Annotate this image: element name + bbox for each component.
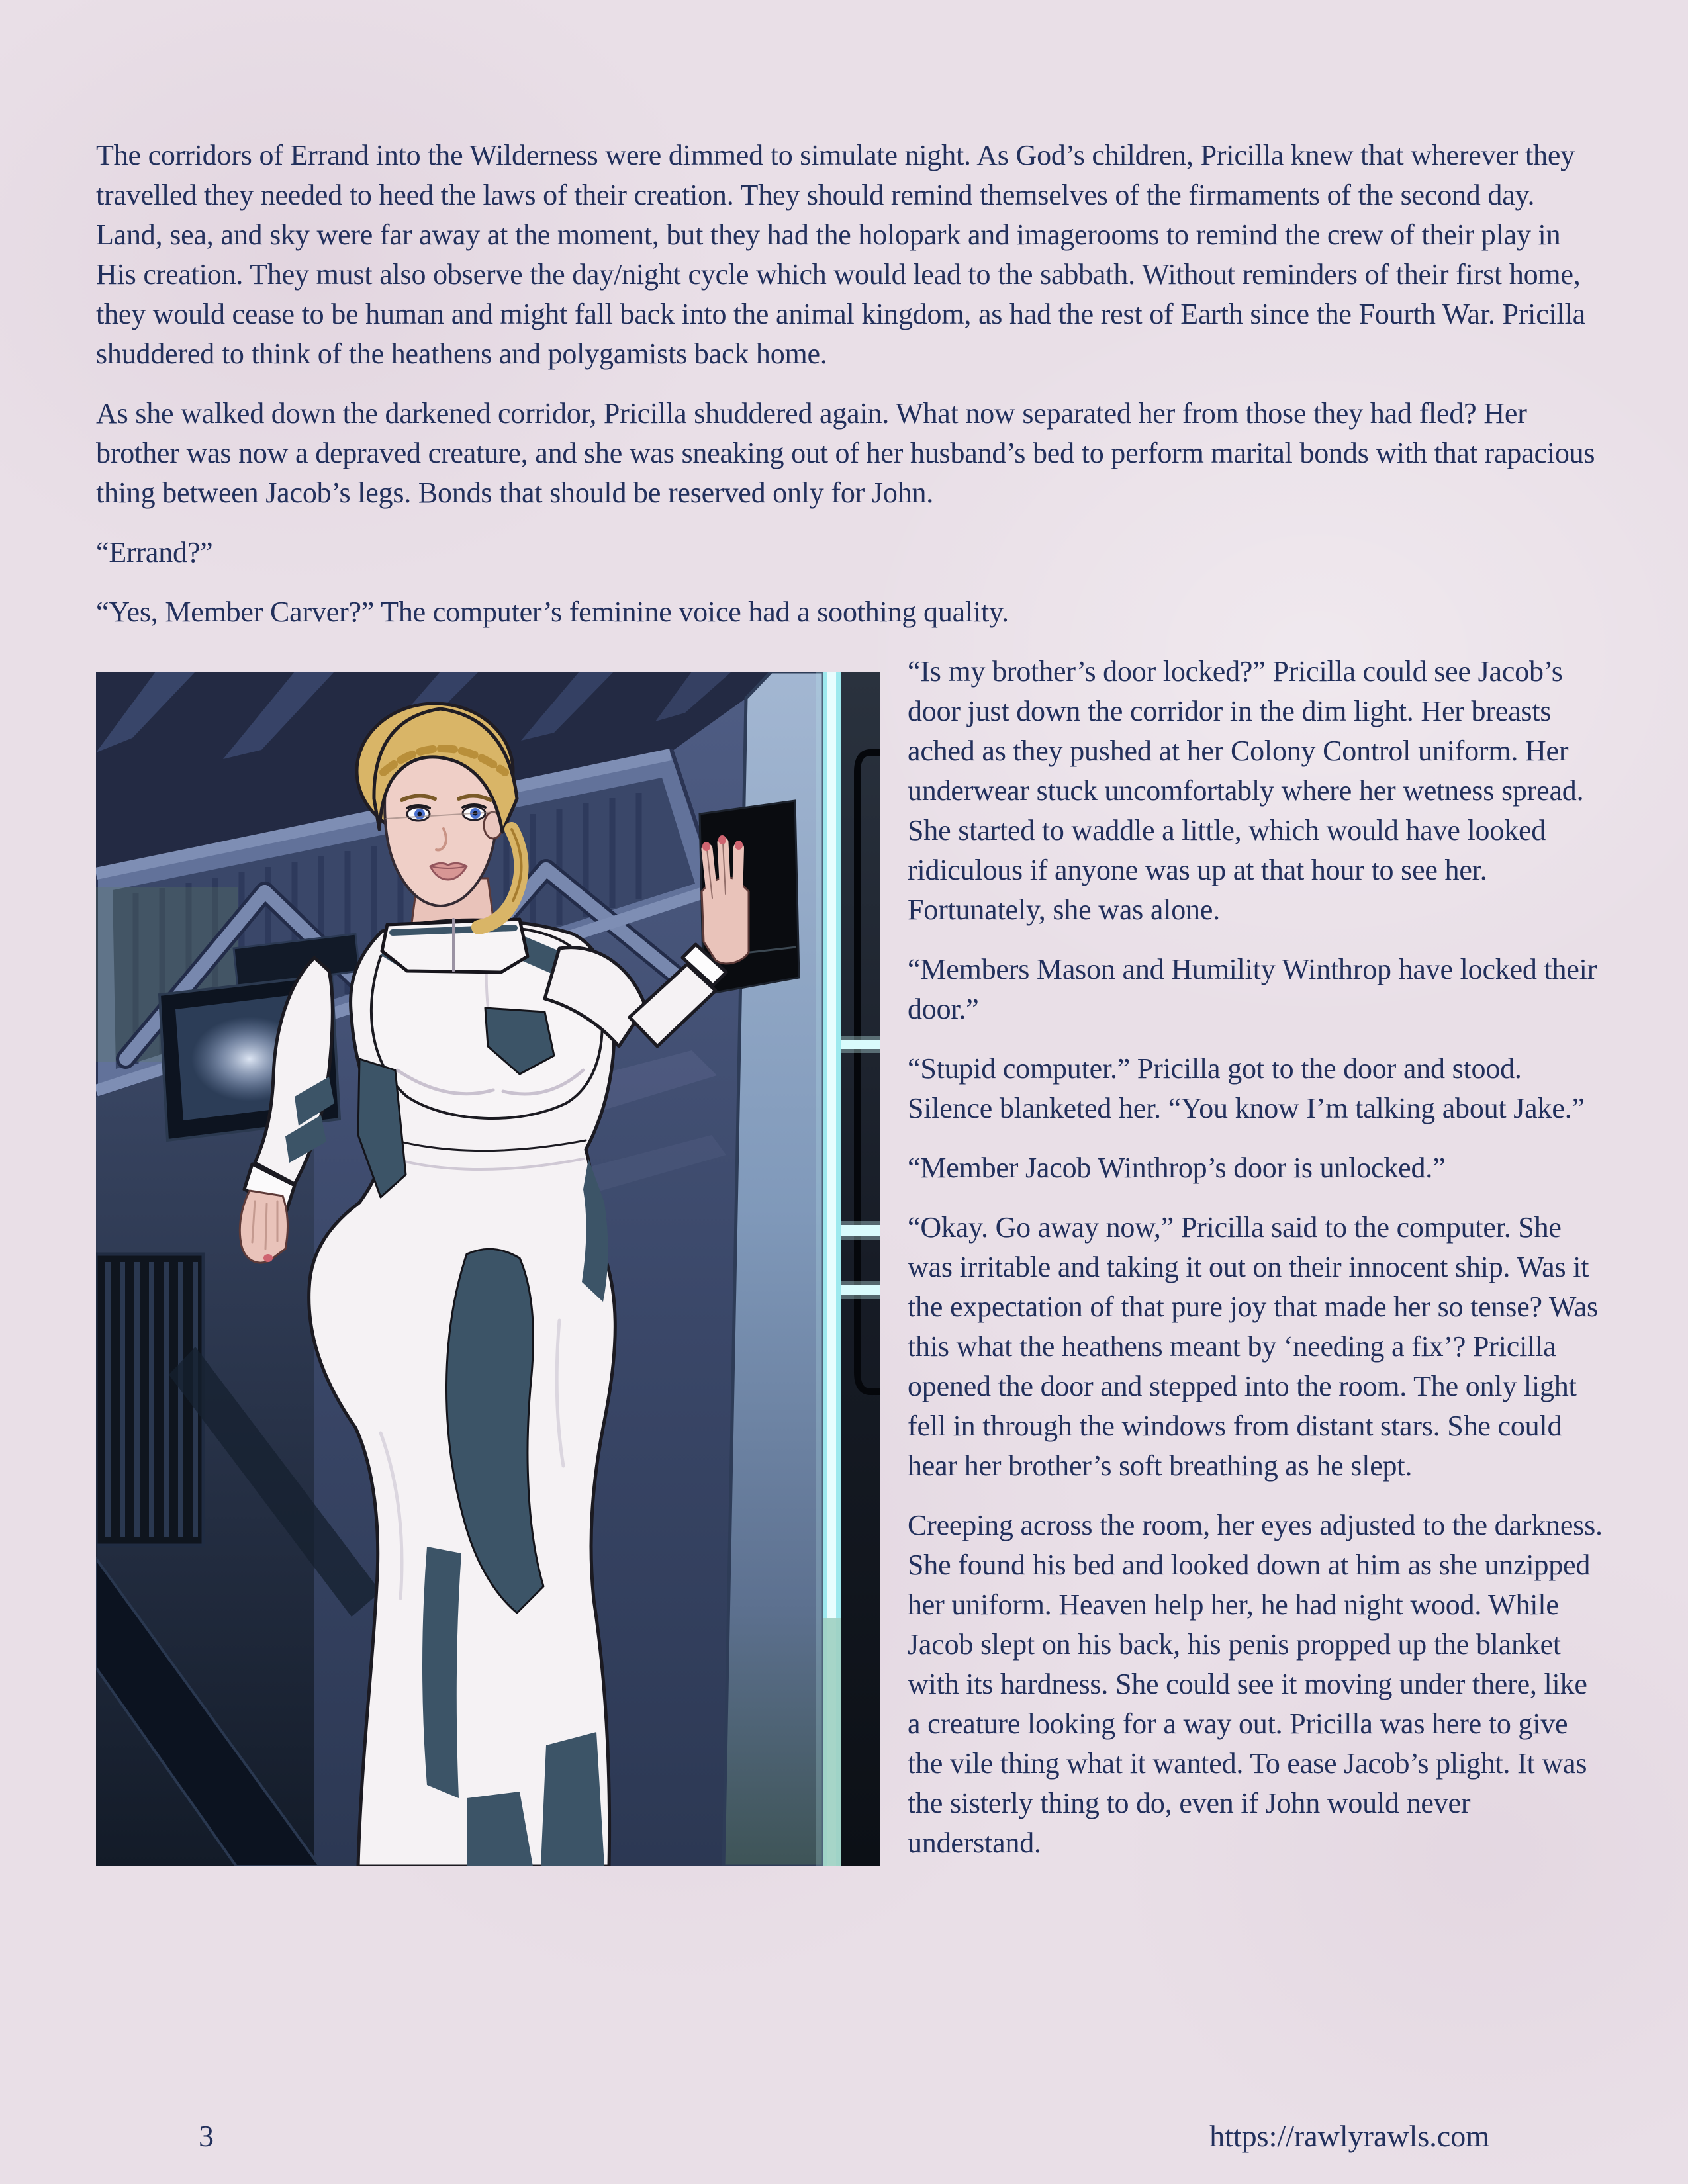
page-footer [199, 2116, 1489, 2156]
footer-url: https://rawlyrawls.com [1209, 2119, 1489, 2153]
left-hand [240, 1191, 287, 1263]
paragraph-2: As she walked down the darkened corridor, Pricilla shuddered again. What now separated her from those they had fled? Her brother was now a depraved creature, and she was sneaking out of her husband’s bed to perform marital bonds with that rapacious thing between Jacob’s legs. Bonds that should be reserved only for John. [96, 397, 1595, 509]
paragraph-6: “Members Mason and Humility Winthrop have locked their door.” [908, 953, 1597, 1025]
door-slab [841, 672, 880, 1866]
paragraph-5: “Is my brother’s door locked?” Pricilla could see Jacob’s door just down the corridor in the dim light. Her breasts ached as they pushed at her Colony Control uniform. Her underwear stuck uncomfortably where her wetness spread. She started to waddle a little, which would have looked ridiculous if anyone was up at that hour to see her. Fortunately, she was alone. [908, 655, 1584, 926]
corridor-scene-image [96, 672, 880, 1866]
right-hand-on-panel [702, 835, 749, 964]
paragraph-7: “Stupid computer.” Pricilla got to the door and stood. Silence blanketed her. “You know I’m talking about Jake.” [908, 1052, 1585, 1124]
paragraph-10: Creeping across the room, her eyes adjusted to the darkness. She found his bed and looked down at him as she unzipped her uniform. Heaven help her, he had night wood. While Jacob slept on his back, his penis propped up the blanket with its hardness. She could see it moving under there, like a creature looking for a way out. Pricilla was here to give the vile thing what it wanted. To ease Jacob’s plight. It was the sisterly thing to do, even if John would never understand. [908, 1509, 1603, 1859]
page-number: 3 [199, 2119, 214, 2153]
story-text [96, 136, 1605, 1883]
paragraph-1: The corridors of Errand into the Wilderness were dimmed to simulate night. As God’s children, Pricilla knew that wherever they travelled they needed to heed the laws of their creation. They should remind themselves of the firmaments of the second day. Land, sea, and sky were far away at the moment, but they had the holopark and imagerooms to remind the crew of their play in His creation. They must also observe the day/night cycle which would lead to the sabbath. Without reminders of their first home, they would cease to be human and might fall back into the animal kingdom, as had the rest of Earth since the Fourth War. Pricilla shuddered to think of the heathens and polygamists back home. [96, 139, 1585, 370]
paragraph-9: “Okay. Go away now,” Pricilla said to the computer. She was irritable and taking it out on their innocent ship. Was it the expectation of that pure joy that made her so tense? Was this what the heathens meant by ‘needing a fix’? Pricilla opened the door and stepped into the room. The only light fell in through the windows from distant stars. She could hear her brother’s soft breathing as he slept. [908, 1211, 1598, 1482]
paragraph-8: “Member Jacob Winthrop’s door is unlocked.” [908, 1152, 1446, 1184]
paragraph-3: “Errand?” [96, 536, 213, 569]
story-illustration [96, 672, 880, 1866]
paragraph-4: “Yes, Member Carver?” The computer’s feminine voice had a soothing quality. [96, 596, 1009, 628]
